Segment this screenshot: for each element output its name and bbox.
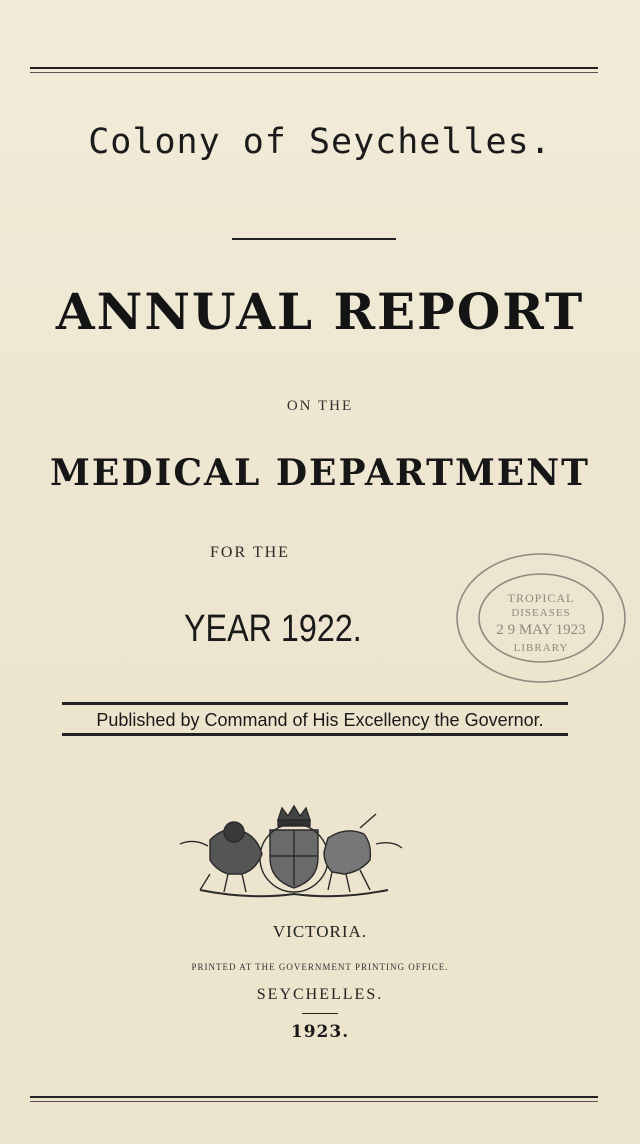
printer-line: PRINTED AT THE GOVERNMENT PRINTING OFFICE. xyxy=(191,962,449,972)
report-title: ANNUAL REPORT xyxy=(55,282,585,341)
short-divider xyxy=(232,238,396,240)
on-the-label: ON THE xyxy=(286,398,354,414)
country-name: SEYCHELLES. xyxy=(256,986,384,1003)
stamp-line-tropical: TROPICAL xyxy=(507,591,575,605)
published-by-line: Published by Command of His Excellency the Governor. xyxy=(96,710,544,730)
for-the-label: FOR THE xyxy=(210,544,290,561)
colony-title: Colony of Seychelles. xyxy=(88,122,552,162)
bottom-rule-thin xyxy=(30,1101,598,1102)
department-title: MEDICAL DEPARTMENT xyxy=(50,452,590,494)
royal-coat-of-arms-emblem xyxy=(170,800,410,900)
library-stamp-seal xyxy=(446,548,636,688)
bottom-rule xyxy=(30,1096,598,1098)
report-year: YEAR 1922. xyxy=(184,608,362,650)
stamp-line-diseases: DISEASES xyxy=(511,607,571,619)
top-rule xyxy=(30,67,598,69)
top-rule-thin xyxy=(30,72,598,73)
place-of-publication: VICTORIA. xyxy=(272,922,368,941)
publication-year: 1923. xyxy=(290,1022,350,1042)
published-rule-top xyxy=(62,702,568,705)
stamp-line-library: LIBRARY xyxy=(513,642,569,654)
year-divider xyxy=(302,1013,338,1014)
stamp-date: 2 9 MAY 1923 xyxy=(496,622,586,638)
published-rule-bottom xyxy=(62,733,568,736)
